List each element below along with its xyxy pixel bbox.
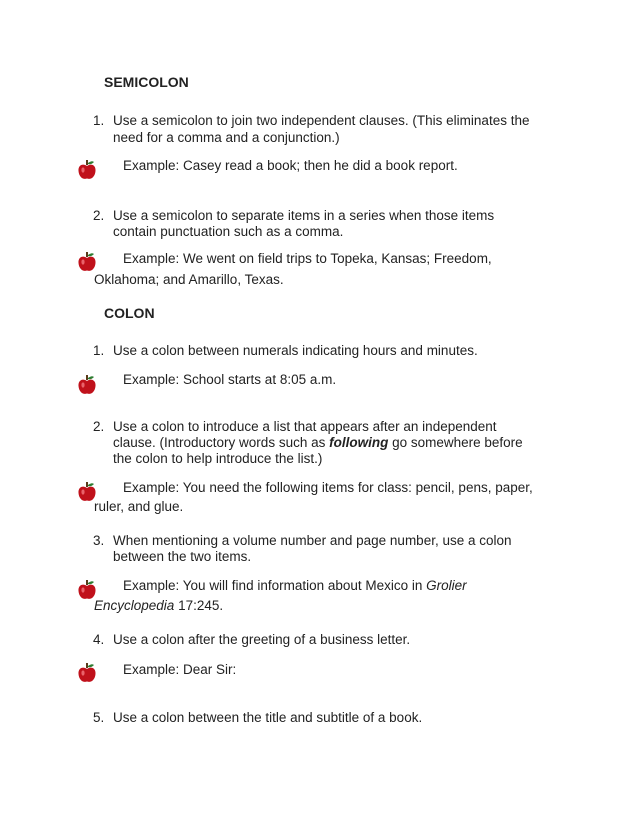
apple-icon [78,663,96,683]
example-text: Example: Dear Sir: [123,662,237,677]
example-text: ruler, and glue. [94,499,184,514]
rule-text: Use a semicolon to separate items in a series when those items [113,208,495,223]
semicolon-heading: SEMICOLON [104,74,189,90]
example-text: Oklahoma; and Amarillo, Texas. [94,272,284,287]
rule-text [113,435,523,450]
rule-text: Use a colon between the title and subtitle of a book. [113,710,423,725]
rule-text: Use a colon to introduce a list that appears after an independent [113,419,497,434]
rule-text: between the two items. [113,549,252,564]
rule-number: 1. [93,343,105,358]
rule-text: contain punctuation such as a comma. [113,224,344,239]
example-text [94,598,223,613]
example-text: Example: We went on field trips to Topeka, Kansas; Freedom, [123,251,492,266]
rule-number: 2. [93,419,105,434]
rule-number: 2. [93,208,105,223]
apple-icon [78,160,96,180]
rule-number: 3. [93,533,105,548]
book-title: Encyclopedia [94,598,175,613]
rule-number: 1. [93,113,105,128]
example-text: Example: Casey read a book; then he did a book report. [123,158,458,173]
emphasis-word: following [329,435,389,450]
example-text: Example: School starts at 8:05 a.m. [123,372,337,387]
rule-text: Use a colon between numerals indicating hours and minutes. [113,343,478,358]
rule-number: 5. [93,710,105,725]
apple-icon [78,252,96,272]
rule-number: 4. [93,632,105,647]
rule-text: Use a colon after the greeting of a business letter. [113,632,411,647]
example-text-part: 17:245. [174,598,224,613]
rule-text: need for a comma and a conjunction.) [113,130,340,145]
example-text [123,578,467,593]
apple-icon [78,375,96,395]
apple-icon [78,580,96,600]
rule-text: When mentioning a volume number and page number, use a colon [113,533,512,548]
rule-text-part: go somewhere before [388,435,523,450]
rule-text: the colon to help introduce the list.) [113,451,323,466]
example-text: Example: You need the following items for class: pencil, pens, paper, [123,480,533,495]
colon-heading: COLON [104,305,155,321]
example-text-part: Example: You will find information about Mexico in [123,578,427,593]
rule-text-part: clause. (Introductory words such as [113,435,330,450]
book-title: Grolier [426,578,467,593]
rule-text: Use a semicolon to join two independent clauses. (This eliminates the [113,113,530,128]
